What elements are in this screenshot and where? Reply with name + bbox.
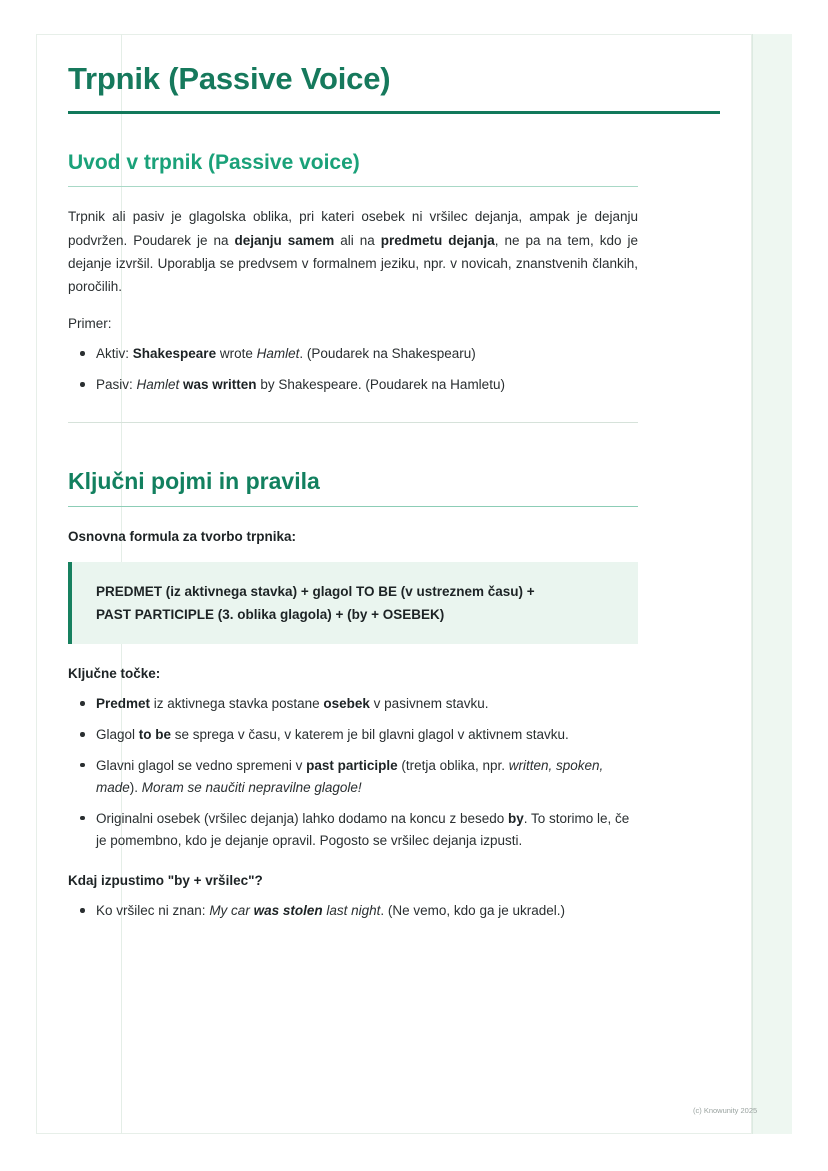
intro-bold-2: predmetu dejanja bbox=[380, 232, 495, 248]
omit-label: Kdaj izpustimo "by + vršilec"? bbox=[68, 873, 263, 889]
intro-text-2: ali na bbox=[334, 232, 381, 248]
list-item bbox=[94, 343, 638, 365]
pasiv-prefix: Pasiv: bbox=[96, 377, 137, 393]
kp2-bold-1: to be bbox=[138, 727, 172, 743]
kp4-text-2: . To storimo le, če je pomembno, kdo je dejanje opravil. Pogosto se vršilec dejanja izpusti. bbox=[96, 810, 630, 848]
title-underline bbox=[68, 111, 720, 114]
list-item bbox=[94, 374, 638, 396]
kp1-bold-1: Predmet bbox=[96, 696, 151, 712]
aktiv-suffix: . (Poudarek na Shakespearu) bbox=[299, 346, 476, 362]
section-underline-concepts bbox=[68, 506, 638, 507]
pasiv-bold: was written bbox=[179, 377, 257, 393]
key-points-list bbox=[68, 693, 638, 851]
formula-line-1: PREDMET (iz aktivnega stavka) + glagol TO BE (v ustreznem času) + bbox=[96, 583, 535, 599]
list-item bbox=[94, 900, 638, 922]
list-item bbox=[94, 808, 638, 852]
omit1-text-2: . (Ne vemo, kdo ga je ukradel.) bbox=[380, 903, 565, 919]
kp4-text-1: Originalni osebek (vršilec dejanja) lahko dodamo na koncu z besedo bbox=[96, 810, 508, 826]
example-label: Primer: bbox=[68, 316, 112, 332]
kp1-text-2: v pasivnem stavku. bbox=[369, 696, 489, 712]
kp4-bold-1: by bbox=[508, 810, 524, 826]
omit-list bbox=[68, 900, 638, 922]
kp3-text-2: (tretja oblika, npr. bbox=[397, 757, 509, 773]
aktiv-mid: wrote bbox=[216, 346, 257, 362]
section-heading-intro: Uvod v trpnik (Passive voice) bbox=[68, 151, 360, 175]
kp3-italic-note: Moram se naučiti nepravilne glagole! bbox=[141, 779, 362, 795]
omit1-bold-italic: was stolen bbox=[253, 903, 323, 919]
intro-text-3: , ne pa na tem, kdo je dejanje izvršil. Uporablja se predvsem v formalnem jeziku, npr. v novicah, znanstvenih člankih, poročilih. bbox=[68, 232, 639, 295]
kp1-text-1: iz aktivnega stavka postane bbox=[150, 696, 324, 712]
kp3-text-1: Glavni glagol se vedno spremeni v bbox=[96, 757, 307, 773]
footer-credit: (c) Knowunity 2025 bbox=[693, 1106, 758, 1115]
kp3-text-3: ). bbox=[129, 779, 142, 795]
document-content bbox=[68, 60, 638, 931]
section-heading-concepts: Ključni pojmi in pravila bbox=[68, 468, 320, 495]
kp3-bold-1: past participle bbox=[306, 757, 398, 773]
kp1-bold-2: osebek bbox=[323, 696, 370, 712]
formula-line-2: PAST PARTICIPLE (3. oblika glagola) + (by + OSEBEK) bbox=[96, 607, 445, 622]
page-title: Trpnik (Passive Voice) bbox=[68, 61, 391, 96]
pasiv-suffix: by Shakespeare. (Poudarek na Hamletu) bbox=[256, 377, 505, 393]
kp3-italic-1: written, spoken, made bbox=[96, 757, 604, 795]
aktiv-prefix: Aktiv: bbox=[96, 346, 133, 362]
formula-callout bbox=[68, 562, 638, 644]
intro-text-1: Trpnik ali pasiv je glagolska oblika, pri kateri osebek ni vršilec dejanja, ampak je dejanju podvržen. Poudarek je na bbox=[68, 209, 638, 248]
list-item bbox=[94, 724, 638, 746]
aktiv-italic: Hamlet bbox=[256, 346, 300, 362]
section-divider bbox=[68, 422, 638, 423]
list-item bbox=[94, 755, 638, 799]
section-underline-intro bbox=[68, 186, 638, 187]
key-points-label: Ključne točke: bbox=[68, 666, 161, 682]
right-margin-band bbox=[752, 34, 792, 1134]
kp2-text-1: Glagol bbox=[96, 727, 139, 743]
formula-label: Osnovna formula za tvorbo trpnika: bbox=[68, 528, 297, 544]
intro-bold-1: dejanju samem bbox=[234, 232, 335, 248]
list-item bbox=[94, 693, 638, 715]
omit1-italic-1: My car bbox=[209, 903, 254, 919]
pasiv-italic: Hamlet bbox=[136, 377, 180, 393]
kp2-text-2: se sprega v času, v katerem je bil glavni glagol v aktivnem stavku. bbox=[171, 727, 569, 743]
aktiv-bold: Shakespeare bbox=[132, 346, 217, 362]
omit1-italic-2: last night bbox=[322, 903, 381, 919]
example-list bbox=[68, 343, 638, 396]
omit1-text-1: Ko vršilec ni znan: bbox=[96, 903, 210, 919]
intro-paragraph bbox=[68, 205, 638, 298]
